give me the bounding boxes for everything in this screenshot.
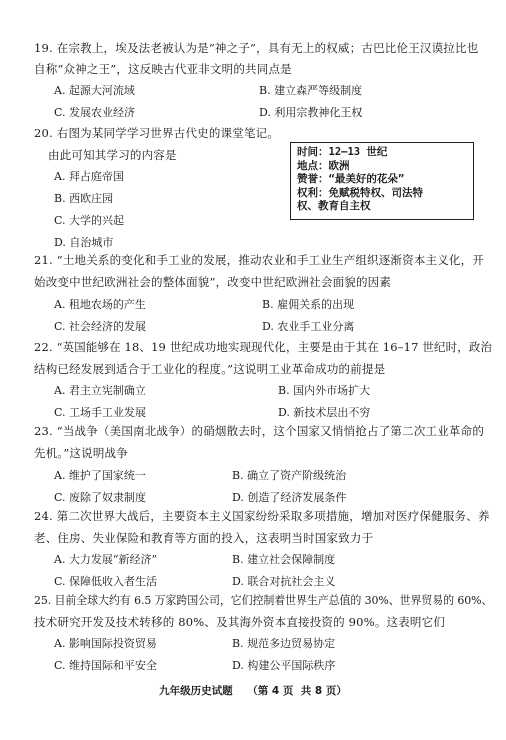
q24-option-d: D. 联合对抗社会主义 <box>232 575 336 588</box>
q23-option-a: A. 维护了国家统一 <box>54 469 146 482</box>
q20-stem-line-1: 20. 右图为某同学学习世界古代史的课堂笔记。 <box>34 126 280 140</box>
q22-option-b: B. 国内外市场扩大 <box>278 384 371 397</box>
q24-option-b: B. 建立社会保障制度 <box>232 553 336 566</box>
page-footer: 九年级历史试题 （第 4 页 共 8 页） <box>159 685 347 697</box>
q21-stem-line-1: 21. “土地关系的变化和手工业的发展，推动农业和手工业生产组织逐渐资本主义化，开 <box>34 253 485 267</box>
q23-option-d: D. 创造了经济发展条件 <box>232 491 347 504</box>
q20-option-b: B. 西欧庄园 <box>54 192 114 205</box>
q23-stem-line-1: 23. “当战争（美国南北战争）的硝烟散去时，这个国家又悄悄抢占了第二次工业革命的 <box>34 424 485 438</box>
q22-option-d: D. 新技术层出不穷 <box>278 406 371 419</box>
q25-stem-line-1: 25. 目前全球大约有 6.5 万家跨国公司，它们控制着世界生产总值的 30%、世界贸易的 60%、 <box>34 593 493 607</box>
q19-stem-line-1: 19. 在宗教上，埃及法老被认为是“神之子”，具有无上的权威；古巴比伦王汉谟拉比也 <box>34 41 479 55</box>
q19-option-a: A. 起源大河流域 <box>54 84 135 97</box>
q21-option-c: C. 社会经济的发展 <box>54 320 147 333</box>
q25-option-d: D. 构建公平国际秩序 <box>232 659 336 672</box>
q25-option-b: B. 规范多边贸易协定 <box>232 637 336 650</box>
note-line-time: 时间：12—13 世纪 <box>297 146 388 158</box>
q20-option-d: D. 自治城市 <box>54 236 114 249</box>
q23-option-c: C. 废除了奴隶制度 <box>54 491 147 504</box>
q23-option-b: B. 确立了资产阶级统治 <box>232 469 347 482</box>
note-line-praise: 赞誉：“最美好的花朵” <box>297 173 405 185</box>
q19-option-d: D. 利用宗教神化王权 <box>259 106 363 119</box>
q19-option-b: B. 建立森严等级制度 <box>259 84 363 97</box>
q24-option-c: C. 保障低收入者生活 <box>54 575 158 588</box>
q24-option-a: A. 大力发展“新经济” <box>54 553 158 566</box>
q20-option-c: C. 大学的兴起 <box>54 214 125 227</box>
q23-stem-line-2: 先机。”这说明战争 <box>34 446 128 460</box>
q21-stem-line-2: 始改变中世纪欧洲社会的整体面貌”，改变中世纪欧洲社会面貌的因素 <box>34 275 392 289</box>
q21-option-d: D. 农业手工业分离 <box>262 320 355 333</box>
note-line-rights-1: 权利：免赋税特权、司法特 <box>297 186 423 199</box>
q22-option-c: C. 工场手工业发展 <box>54 406 147 419</box>
note-line-rights-2: 权、教育自主权 <box>297 200 371 212</box>
q25-option-c: C. 维持国际和平安全 <box>54 659 158 672</box>
note-line-place: 地点：欧洲 <box>297 159 350 172</box>
class-notes-box <box>290 142 474 220</box>
q24-stem-line-2: 老、住房、失业保险和教育等方面的投入，这表明当时国家致力于 <box>34 531 374 545</box>
q24-stem-line-1: 24. 第二次世界大战后，主要资本主义国家纷纷采取多项措施，增加对医疗保健服务、养 <box>34 509 490 523</box>
q19-option-c: C. 发展农业经济 <box>54 106 136 119</box>
q22-option-a: A. 君主立宪制确立 <box>54 384 146 397</box>
q21-option-b: B. 雇佣关系的出现 <box>262 298 355 311</box>
q21-option-a: A. 租地农场的产生 <box>54 298 146 311</box>
q19-stem-line-2: 自称“众神之王”，这反映古代亚非文明的共同点是 <box>34 62 292 76</box>
q20-option-a: A. 拜占庭帝国 <box>54 170 124 183</box>
q20-stem-line-2: 由此可知其学习的内容是 <box>48 148 177 162</box>
q25-option-a: A. 影响国际投资贸易 <box>54 637 157 650</box>
q22-stem-line-1: 22. “英国能够在 18、19 世纪成功地实现现代化，主要是由于其在 16–17 世纪时，政治 <box>34 340 493 354</box>
q25-stem-line-2: 技术研究开发及技术转移的 80%、及其海外资本直接投资的 90%。这表明它们 <box>34 615 446 629</box>
q22-stem-line-2: 结构已经发展到适合于工业化的程度。”这说明工业革命成功的前提是 <box>34 362 386 376</box>
